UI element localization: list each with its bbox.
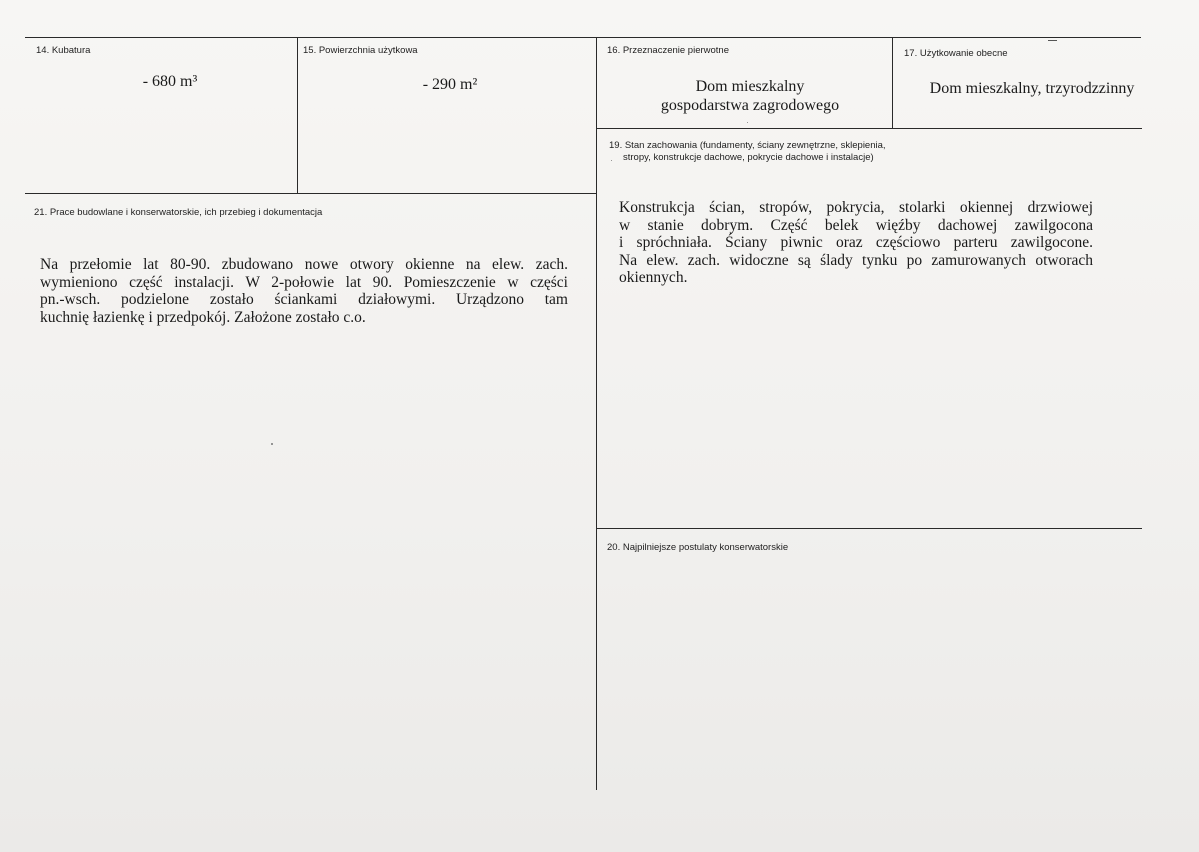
line-above-20 [596,528,1142,529]
field-17-value: Dom mieszkalny, trzyrodzzinny [929,80,1135,97]
top-border-line [25,37,1141,38]
field-20-label: 20. Najpilniejsze postulaty konserwatorskie [607,542,789,553]
field-21-text-line-1: Na przełomie lat 80-90. zbudowano nowe otwory okienne na elew. zach. [40,256,568,273]
field-19-text-line-1: Konstrukcja ścian, stropów, pokrycia, stolarki okiennej drzwiowej [619,199,1093,216]
field-14-label: 14. Kubatura [36,45,91,56]
field-17-label: 17. Użytkowanie obecne [904,48,1008,59]
field-21-text-line-2: wymieniono część instalacji. W 2-połowie lat 90. Pomieszczenie w części [40,273,568,291]
field-15-label: 15. Powierzchnia użytkowa [303,45,418,56]
field-19-text-line-2: w stanie dobrym. Część belek więźby dachowej zawilgocona [619,216,1093,234]
field-21-text-line-4: kuchnię łazienkę i przedpokój. Założone zostało c.o. [40,308,366,326]
scan-speck [271,443,273,445]
scan-speck [747,122,748,123]
line-above-19 [596,128,1142,129]
field-16-value-line-2: gospodarstwa zagrodowego [660,97,840,114]
field-21-label: 21. Prace budowlane i konserwatorskie, ich przebieg i dokumentacja [34,207,323,218]
field-19-text-line-4: Na elew. zach. widoczne są ślady tynku po zamurowanych otworach [619,251,1093,269]
field-16-value-line-1: Dom mieszkalny [695,78,805,95]
field-19-text [619,199,1093,287]
divider-15-16 [596,37,597,790]
field-19-label-line-1: 19. Stan zachowania (fundamenty, ściany zewnętrzne, sklepienia, [609,140,886,151]
field-19-text-line-3: i spróchniała. Ściany piwnic oraz częściowo parteru zawilgocone. [619,234,1093,251]
scan-speck [611,160,612,161]
divider-16-17 [892,37,893,128]
field-19-text-line-5: okiennych. [619,269,688,286]
field-15-value: - 290 m² [422,76,478,93]
field-19-label-line-2: stropy, konstrukcje dachowe, pokrycie dachowe i instalacje) [623,152,874,163]
tick-mark [1048,40,1057,41]
field-21-text [40,256,568,326]
field-14-value: - 680 m³ [142,73,198,90]
divider-14-15 [297,37,298,193]
line-above-21 [25,193,597,194]
field-16-label: 16. Przeznaczenie pierwotne [607,45,729,56]
field-21-text-line-3: pn.-wsch. podzielone zostało ściankami działowymi. Urządzono tam [40,291,568,308]
